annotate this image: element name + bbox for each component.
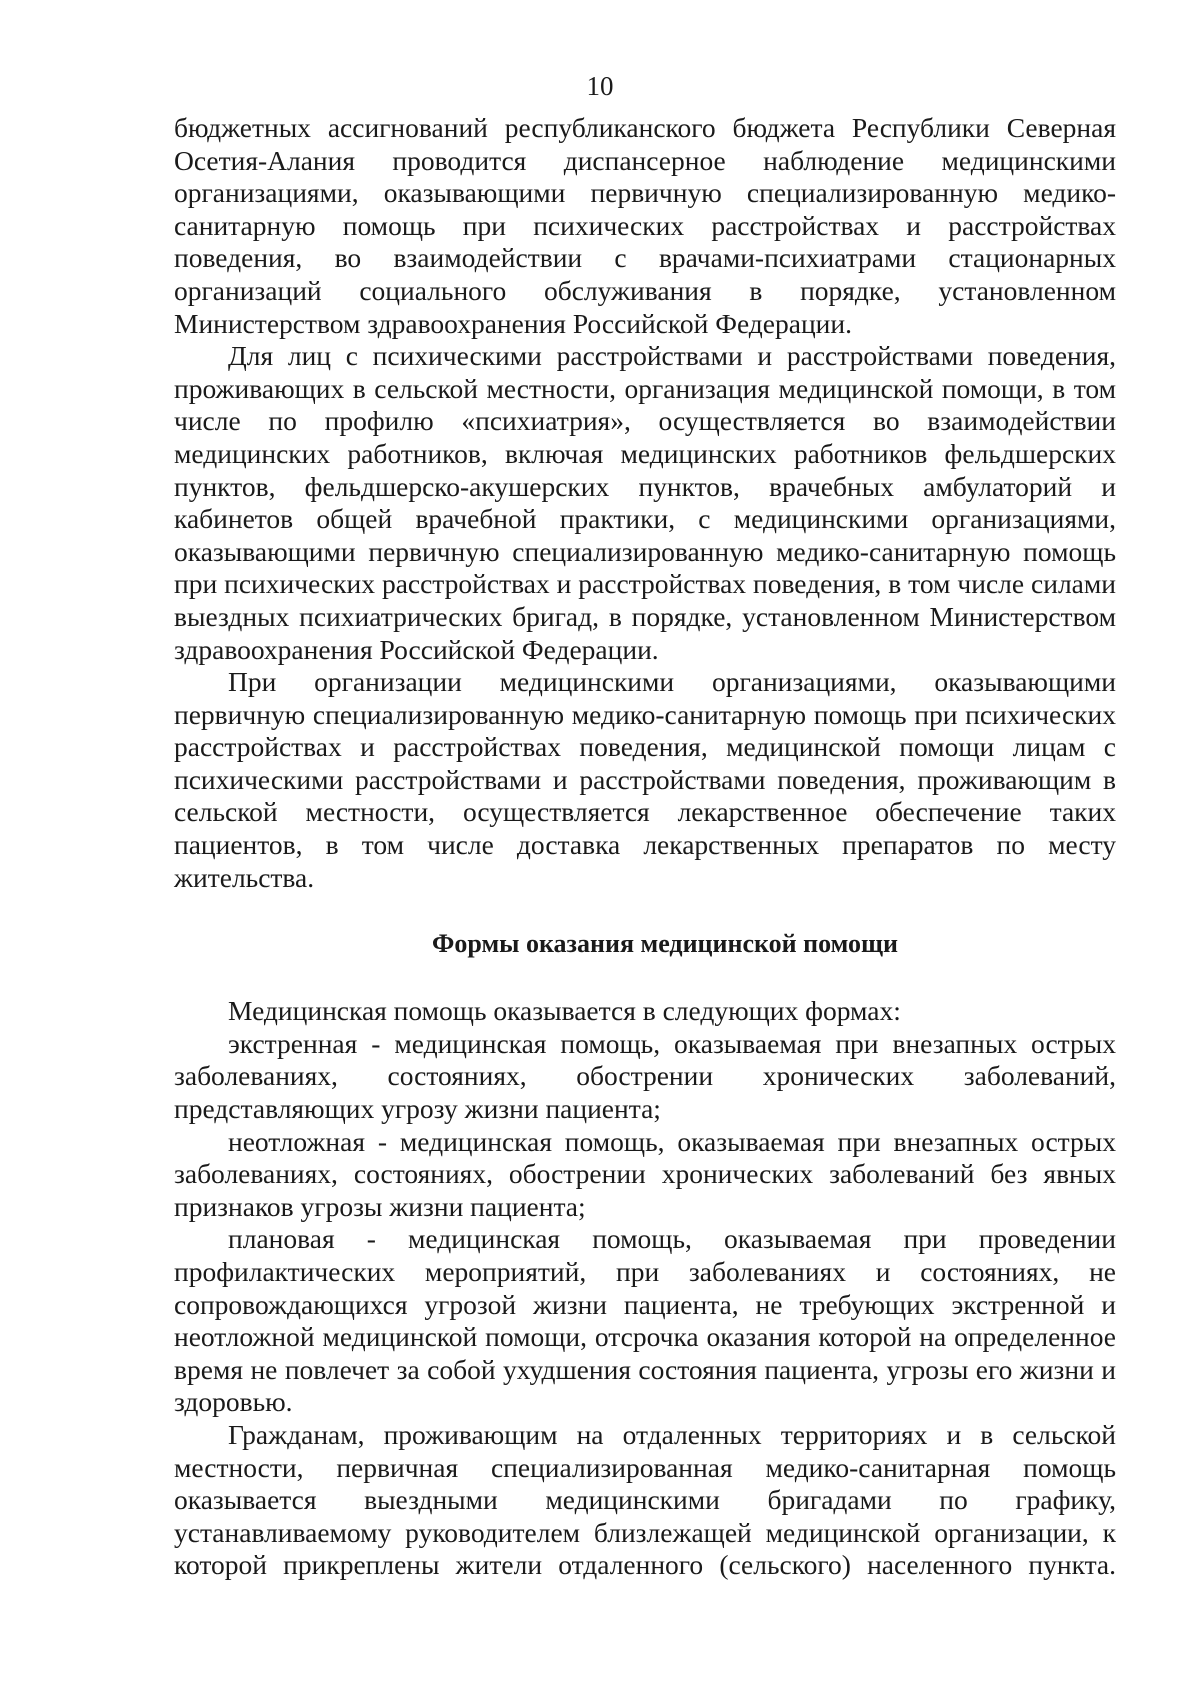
page-number: 10 bbox=[586, 71, 614, 101]
paragraph-forms-intro: Медицинская помощь оказывается в следующих формах: bbox=[228, 995, 901, 1027]
paragraph-drug-provision: При организации медицинскими организациями, оказывающими первичную специализированную медико-санитарную помощь при психических расстройствах и расстройствах поведения, медицинской помощи лицам с психическими расстройствами и расстройствами поведения, проживающим в сельской местности, осуществляется лекарственное обеспечение таких пациентов, в том числе доставка лекарственных препаратов по месту жительства. bbox=[174, 666, 1116, 893]
paragraph-remote-territories: Гражданам, проживающим на отдаленных территориях и в сельской местности, первичная специализированная медико-санитарная помощь оказывается выездными медицинскими бригадами по графику, устанавливаемому руководителем близлежащей медицинской организации, к которой прикреплены жители отдаленного (сельского) населенного пункта. bbox=[174, 1418, 1116, 1581]
paragraph-form-urgent: неотложная - медицинская помощь, оказываемая при внезапных острых заболеваниях, состояниях, обострении хронических заболеваний без явных признаков угрозы жизни пациента; bbox=[174, 1125, 1116, 1222]
paragraph-form-emergency: экстренная - медицинская помощь, оказываемая при внезапных острых заболеваниях, состояниях, обострении хронических заболеваний, представляющих угрозу жизни пациента; bbox=[174, 1027, 1116, 1125]
paragraph-continued: бюджетных ассигнований республиканского бюджета Республики Северная Осетия-Алания проводится диспансерное наблюдение медицинскими организациями, оказывающими первичную специализированную медико-санитарную помощь при психических расстройствах и расстройствах поведения, во взаимодействии с врачами-психиатрами стационарных организаций социального обслуживания в порядке, установленном Министерством здравоохранения Российской Федерации. bbox=[174, 112, 1116, 339]
paragraph-form-planned: плановая - медицинская помощь, оказываемая при проведении профилактических мероприятий, при заболеваниях и состояниях, не сопровождающихся угрозой жизни пациента, не требующих экстренной и неотложной медицинской помощи, отсрочка оказания которой на определенное время не повлечет за собой ухудшения состояния пациента, угрозы его жизни и здоровью. bbox=[174, 1223, 1116, 1418]
section-heading: Формы оказания медицинской помощи bbox=[432, 929, 898, 959]
document-body bbox=[174, 112, 1116, 1582]
paragraph-rural-organization: Для лиц с психическими расстройствами и расстройствами поведения, проживающих в сельской местности, организация медицинской помощи, в том числе по профилю «психиатрия», осуществляется во взаимодействии медицинских работников, включая медицинских работников фельдшерских пунктов, фельдшерско-акушерских пунктов, врачебных амбулаторий и кабинетов общей врачебной практики, с медицинскими организациями, оказывающими первичную специализированную медико-санитарную помощь при психических расстройствах и расстройствах поведения, в том числе силами выездных психиатрических бригад, в порядке, установленном Министерством здравоохранения Российской Федерации. bbox=[174, 340, 1116, 665]
